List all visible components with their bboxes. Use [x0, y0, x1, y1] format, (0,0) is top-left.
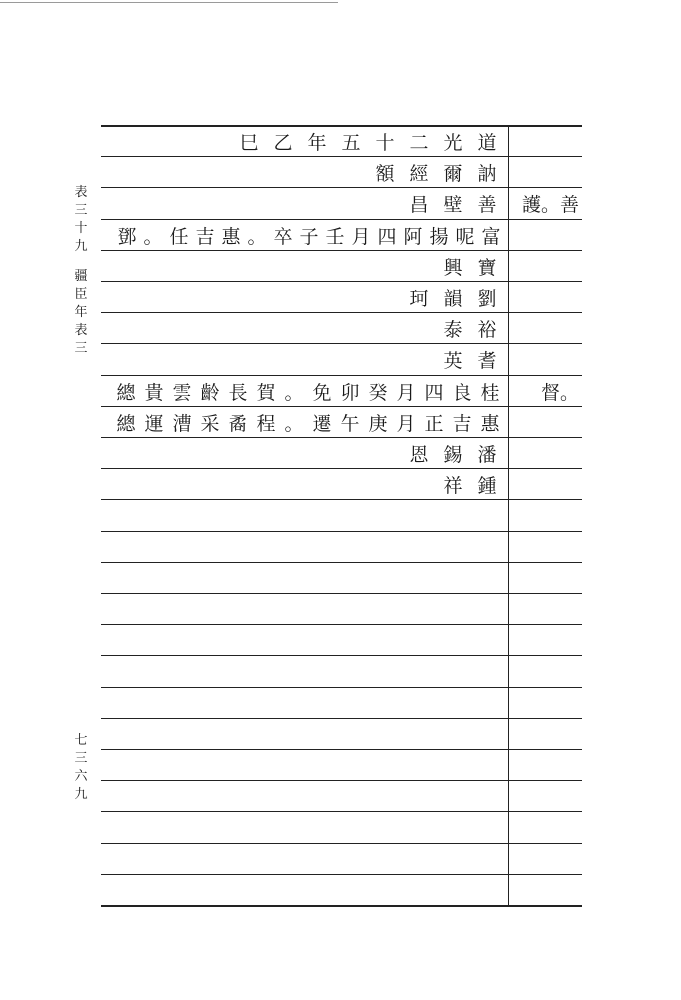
table-rule	[101, 874, 582, 875]
table-row: 裕 泰	[443, 318, 497, 341]
table-rule	[101, 687, 582, 688]
table-rule	[101, 562, 582, 563]
row-note: 督。	[540, 381, 579, 404]
table-row: 寶 興	[443, 256, 497, 279]
table-rule	[101, 811, 582, 812]
table-rule	[101, 343, 582, 344]
table-rule	[101, 905, 582, 907]
table-rule	[101, 749, 582, 750]
table-rule	[101, 593, 582, 594]
table-row: 耆 英	[443, 349, 497, 372]
table-row: 惠 吉 正 月 庚 午 遷 。 程 矞 采 漕 運 總	[116, 412, 500, 435]
page-top-rule	[0, 2, 338, 3]
table-row: 道 光 二 十 五 年 乙 巳	[239, 131, 497, 154]
table-row: 鍾 祥	[443, 474, 497, 497]
table-rule	[101, 437, 582, 438]
table-row: 富 呢 揚 阿 四 月 壬 子 卒 。 惠 吉 任 。 鄧	[117, 225, 501, 248]
row-note: 護。善	[521, 193, 579, 216]
margin-section-label: 表 三 十 九 疆 臣 年 表 三	[74, 185, 88, 356]
table-row: 潘 錫 恩	[409, 443, 497, 466]
table-rule	[101, 187, 582, 188]
table-rule	[101, 250, 582, 251]
table-rule	[101, 718, 582, 719]
table-row: 桂 良 四 月 癸 卯 免 。 賀 長 齡 雲 貴 總	[116, 381, 500, 404]
table-rule	[101, 843, 582, 844]
table-rule	[101, 468, 582, 469]
table-row: 善 壁 昌	[409, 193, 497, 216]
table-rule	[101, 655, 582, 656]
table-row: 訥 爾 經 額	[375, 162, 497, 185]
table-rule	[101, 624, 582, 625]
table-rule	[101, 531, 582, 532]
table-row: 劉 韻 珂	[409, 287, 497, 310]
column-divider	[508, 125, 509, 905]
table-rule	[101, 156, 582, 157]
table-rule	[101, 780, 582, 781]
margin-page-number: 七 三 六 九	[74, 733, 88, 802]
table-rule	[101, 312, 582, 313]
table-rule	[101, 281, 582, 282]
table-rule	[101, 499, 582, 500]
